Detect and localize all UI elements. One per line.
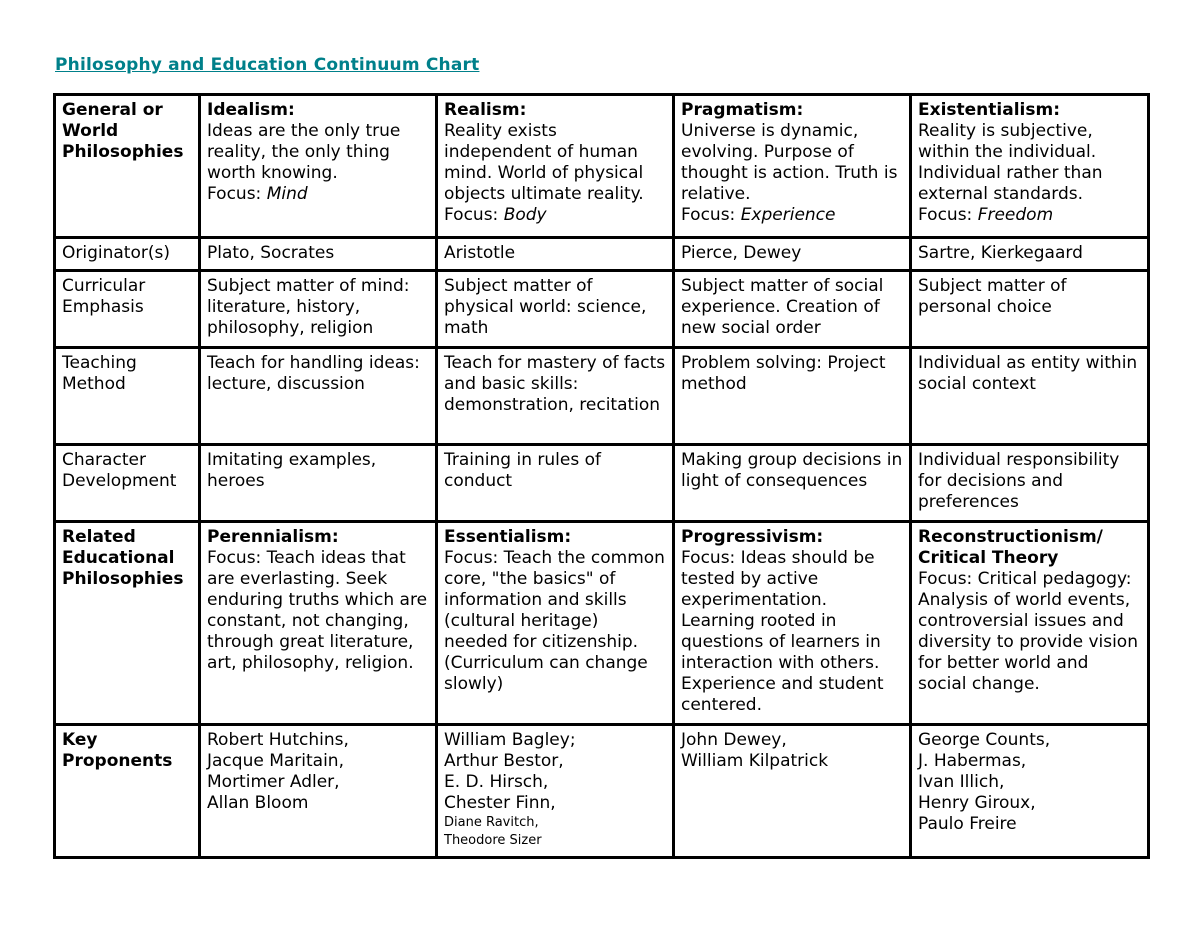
- cell-heading: Pragmatism:: [681, 100, 804, 120]
- table-cell: [674, 445, 911, 522]
- proponent-name: Diane Ravitch,: [444, 815, 539, 830]
- table-row: [55, 238, 1149, 271]
- cell-focus: [207, 184, 429, 205]
- cell-focus: [444, 205, 666, 226]
- cell-focus: [918, 205, 1141, 226]
- table-cell: [674, 238, 911, 271]
- cell-text: Reality exists independent of human mind. World of physical objects ultimate reality.: [444, 121, 644, 204]
- cell-text: Training in rules of conduct: [444, 450, 601, 491]
- cell-text: Problem solving: Project method: [681, 353, 886, 394]
- table-cell: [200, 445, 437, 522]
- proponent-name: J. Habermas,: [918, 751, 1027, 771]
- cell-text: Teach for handling ideas: lecture, discussion: [207, 353, 420, 394]
- proponent-name: Theodore Sizer: [444, 833, 542, 848]
- cell-text: Universe is dynamic, evolving. Purpose of thought is action. Truth is relative.: [681, 121, 898, 204]
- focus-prefix: Focus:: [444, 205, 504, 225]
- cell-text: Plato, Socrates: [207, 243, 335, 263]
- table-row: [55, 95, 1149, 238]
- row-label: General or World Philosophies: [62, 100, 184, 162]
- table-cell: [911, 271, 1149, 348]
- table-cell: [674, 348, 911, 445]
- cell-text: Individual as entity within social context: [918, 353, 1138, 394]
- cell-text: Subject matter of social experience. Creation of new social order: [681, 276, 884, 338]
- cell-heading: Realism:: [444, 100, 527, 120]
- proponent-name: Chester Finn,: [444, 793, 556, 813]
- proponent-name: Allan Bloom: [207, 793, 309, 813]
- table-cell: [674, 522, 911, 725]
- table-cell: [674, 725, 911, 858]
- table-cell: [200, 522, 437, 725]
- focus-value: Freedom: [977, 205, 1054, 225]
- row-label: Originator(s): [62, 243, 170, 263]
- row-label-cell: [55, 271, 200, 348]
- continuum-chart-table: [53, 93, 1150, 859]
- focus-value: Body: [503, 205, 547, 225]
- chart-body: [55, 95, 1149, 858]
- row-label-cell: [55, 522, 200, 725]
- cell-text: Focus: Teach ideas that are everlasting. Seek enduring truths which are constant, not changing, through great literature, art, philosophy, religion.: [207, 548, 428, 673]
- cell-text: Subject matter of physical world: science, math: [444, 276, 647, 338]
- table-cell: [200, 95, 437, 238]
- table-cell: [911, 95, 1149, 238]
- table-row: [55, 522, 1149, 725]
- table-row: [55, 348, 1149, 445]
- cell-text: Subject matter of mind: literature, history, philosophy, religion: [207, 276, 410, 338]
- focus-prefix: Focus:: [918, 205, 978, 225]
- cell-text: Pierce, Dewey: [681, 243, 802, 263]
- table-row: [55, 445, 1149, 522]
- focus-value: Experience: [740, 205, 836, 225]
- cell-heading: Reconstructionism/ Critical Theory: [918, 527, 1103, 568]
- table-row: [55, 725, 1149, 858]
- proponent-name: William Kilpatrick: [681, 751, 829, 771]
- row-label: Teaching Method: [62, 353, 137, 394]
- table-cell: [437, 271, 674, 348]
- row-label: Related Educational Philosophies: [62, 527, 184, 589]
- cell-text: Focus: Ideas should be tested by active experimentation. Learning rooted in questions of learners in interaction with others. Experience and student centered.: [681, 548, 884, 715]
- table-cell: [437, 95, 674, 238]
- cell-text: Focus: Critical pedagogy: Analysis of world events, controversial issues and diversity to provide vision for better world and social change.: [918, 569, 1138, 694]
- cell-text: Focus: Teach the common core, "the basics" of information and skills (cultural heritage) needed for citizenship. (Curriculum can change slowly): [444, 548, 665, 694]
- cell-focus: [681, 205, 903, 226]
- cell-heading: Progressivism:: [681, 527, 824, 547]
- row-label-cell: [55, 348, 200, 445]
- row-label: Curricular Emphasis: [62, 276, 146, 317]
- cell-text: Imitating examples, heroes: [207, 450, 377, 491]
- table-cell: [911, 522, 1149, 725]
- cell-text: Teach for mastery of facts and basic skills: demonstration, recitation: [444, 353, 666, 415]
- table-cell: [437, 522, 674, 725]
- proponent-name: William Bagley;: [444, 730, 576, 750]
- row-label-cell: [55, 725, 200, 858]
- table-cell: [437, 348, 674, 445]
- cell-heading: Essentialism:: [444, 527, 572, 547]
- cell-text: Subject matter of personal choice: [918, 276, 1067, 317]
- proponent-name: John Dewey,: [681, 730, 787, 750]
- table-cell: [911, 725, 1149, 858]
- proponent-name: Arthur Bestor,: [444, 751, 564, 771]
- row-label-cell: [55, 445, 200, 522]
- table-cell: [911, 348, 1149, 445]
- cell-text: Ideas are the only true reality, the only thing worth knowing.: [207, 121, 401, 183]
- table-cell: [911, 445, 1149, 522]
- table-cell: [437, 238, 674, 271]
- focus-prefix: Focus:: [681, 205, 741, 225]
- cell-heading: Idealism:: [207, 100, 295, 120]
- proponent-name: Jacque Maritain,: [207, 751, 344, 771]
- table-cell: [911, 238, 1149, 271]
- focus-prefix: Focus:: [207, 184, 267, 204]
- cell-text: Making group decisions in light of consequences: [681, 450, 903, 491]
- row-label: Key Proponents: [62, 730, 173, 771]
- proponent-name: Paulo Freire: [918, 814, 1017, 834]
- page-title: Philosophy and Education Continuum Chart: [55, 55, 480, 75]
- table-cell: [200, 348, 437, 445]
- cell-heading: Perennialism:: [207, 527, 339, 547]
- table-cell: [674, 95, 911, 238]
- proponent-name: Robert Hutchins,: [207, 730, 349, 750]
- cell-text: Sartre, Kierkegaard: [918, 243, 1083, 263]
- row-label-cell: [55, 95, 200, 238]
- proponent-name: Mortimer Adler,: [207, 772, 340, 792]
- table-cell: [200, 238, 437, 271]
- cell-text: Individual responsibility for decisions and preferences: [918, 450, 1120, 512]
- cell-text: Reality is subjective, within the individual. Individual rather than external standards.: [918, 121, 1103, 204]
- proponent-name: Henry Giroux,: [918, 793, 1036, 813]
- row-label-cell: [55, 238, 200, 271]
- table-cell: [200, 725, 437, 858]
- table-cell: [437, 445, 674, 522]
- table-cell: [200, 271, 437, 348]
- proponent-name: E. D. Hirsch,: [444, 772, 549, 792]
- proponent-name: Ivan Illich,: [918, 772, 1005, 792]
- row-label: Character Development: [62, 450, 177, 491]
- focus-value: Mind: [266, 184, 308, 204]
- cell-text: Aristotle: [444, 243, 516, 263]
- table-row: [55, 271, 1149, 348]
- proponent-name: George Counts,: [918, 730, 1051, 750]
- table-cell: [437, 725, 674, 858]
- cell-heading: Existentialism:: [918, 100, 1060, 120]
- table-cell: [674, 271, 911, 348]
